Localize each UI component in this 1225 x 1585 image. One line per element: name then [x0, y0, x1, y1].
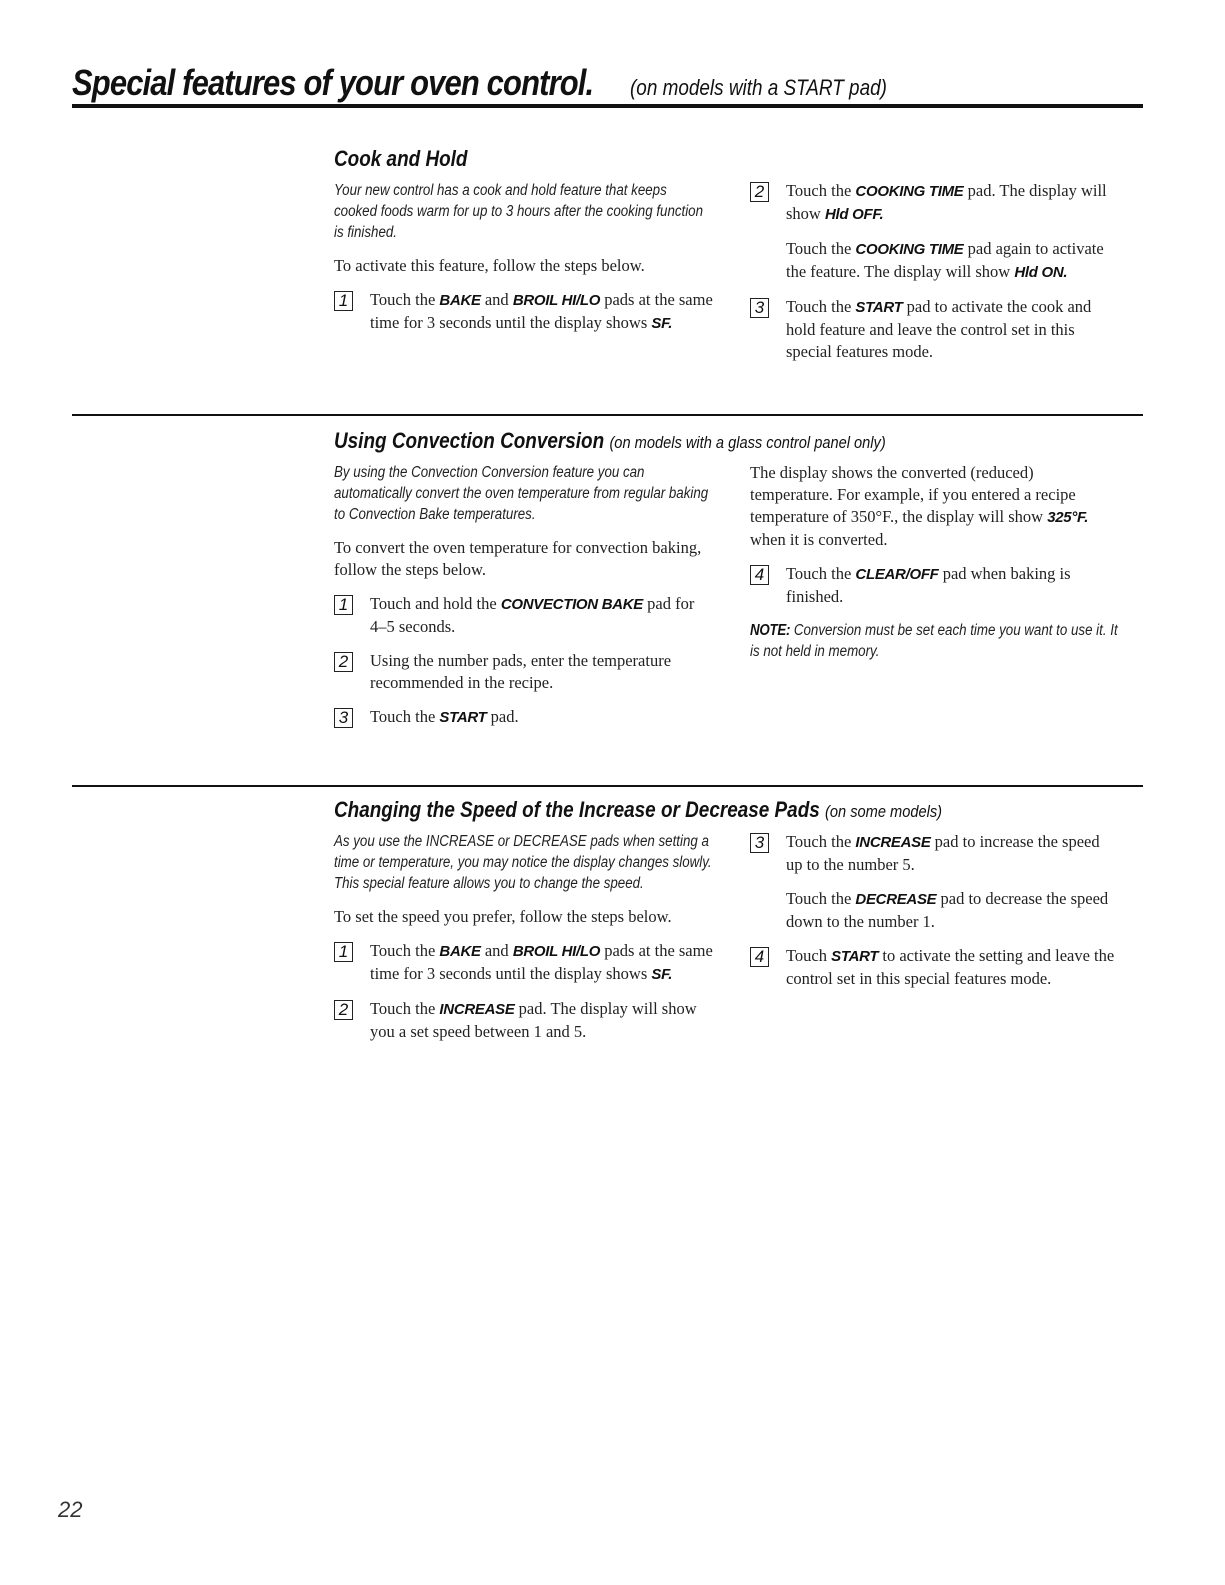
note-text: Conversion must be set each time you want to use it. It is not held in memory.	[750, 622, 1118, 660]
step-text: pads at the same time for 3 seconds until the display shows	[370, 290, 713, 332]
section-divider-2	[72, 785, 1143, 787]
step-text: pad again to activate the feature. The display will show	[786, 239, 1104, 281]
section-divider-1	[72, 414, 1143, 416]
page-title: Special features of your oven control.	[72, 62, 594, 103]
pad-label: CONVECTION BAKE	[500, 596, 644, 613]
speed-left-column	[334, 831, 714, 1055]
step-text: Touch the	[786, 832, 856, 851]
step-text: pad when baking is finished.	[786, 564, 1071, 606]
display-readout: Hld OFF.	[824, 206, 884, 223]
display-readout: Hld ON.	[1014, 264, 1068, 281]
step-text: and	[480, 290, 513, 309]
step-number-3: 3	[334, 708, 353, 728]
step-text: to activate the setting and leave the control set in this special features mode.	[786, 946, 1115, 988]
step-text: Touch the	[786, 239, 856, 258]
pad-label: BROIL HI/LO	[512, 943, 601, 960]
pad-label: CLEAR/OFF	[855, 566, 939, 583]
section-heading-cook-hold	[334, 146, 467, 172]
speed-step-1	[334, 940, 714, 986]
pad-label: START	[439, 709, 487, 726]
convection-heading-qualifier: (on models with a glass control panel only)	[609, 433, 886, 452]
step-text: Touch the	[786, 181, 856, 200]
section-heading-convection	[334, 428, 886, 454]
display-readout: SF.	[651, 315, 673, 332]
pad-label: BAKE	[439, 943, 481, 960]
step-number-3: 3	[750, 298, 769, 318]
speed-step-3-continued	[786, 888, 1115, 933]
header-rule	[72, 104, 1143, 108]
page-header	[72, 62, 1152, 104]
convection-heading-text: Using Convection Conversion	[334, 428, 605, 453]
step-text: pad to activate the cook and hold feature and leave the control set in this special features mode.	[786, 297, 1092, 361]
cook-hold-intro: Your new control has a cook and hold feature that keeps cooked foods warm for up to 3 hours after the cooking function is finished.	[334, 182, 704, 241]
cook-hold-activate-text: To activate this feature, follow the steps below.	[334, 256, 645, 275]
cook-hold-right-column	[750, 180, 1115, 375]
convection-left-column	[334, 462, 714, 741]
step-text: Touch the	[786, 889, 856, 908]
cook-hold-step-3	[750, 296, 1115, 363]
display-readout: SF.	[651, 966, 673, 983]
step-text: pad to decrease the speed down to the number 1.	[786, 889, 1109, 931]
convection-step-2	[334, 650, 714, 694]
step-text: Touch and hold the	[370, 594, 501, 613]
step-number-4: 4	[750, 565, 769, 585]
convection-convert-text: To convert the oven temperature for convection baking, follow the steps below.	[334, 538, 702, 579]
convection-step-1	[334, 593, 714, 638]
speed-step-3	[750, 831, 1115, 876]
page-number: 22	[58, 1497, 83, 1522]
pad-label: INCREASE	[439, 1001, 515, 1018]
cook-hold-step-1	[334, 289, 714, 335]
step-text: when it is converted.	[750, 530, 888, 549]
convection-right-column	[750, 462, 1118, 662]
convection-step-3	[334, 706, 714, 729]
step-number-4: 4	[750, 947, 769, 967]
cook-hold-left-column	[334, 180, 714, 347]
step-text: Touch the	[370, 999, 440, 1018]
speed-heading-qualifier: (on some models)	[825, 802, 943, 821]
pad-label: BROIL HI/LO	[512, 292, 601, 309]
step-number-2: 2	[750, 182, 769, 202]
step-text: pad for 4–5 seconds.	[370, 594, 695, 636]
display-readout: 325°F.	[1047, 509, 1089, 526]
pad-label: COOKING TIME	[855, 241, 964, 258]
speed-right-column	[750, 831, 1115, 1002]
cook-hold-step-2	[750, 180, 1115, 226]
speed-step-4	[750, 945, 1115, 990]
convection-note	[750, 620, 1128, 662]
step-number-1: 1	[334, 942, 353, 962]
step-text: Touch the	[370, 290, 440, 309]
pad-label: INCREASE	[855, 834, 931, 851]
step-text: pad. The display will show	[786, 181, 1107, 223]
step-text: Touch the	[370, 707, 440, 726]
speed-intro: As you use the INCREASE or DECREASE pads when setting a time or temperature, you may notice the display changes slowly. This special feature allows you to change the speed.	[334, 833, 712, 892]
step-text: The display shows the converted (reduced) temperature. For example, if you entered a recipe temperature of 350°F., the display will show	[750, 463, 1076, 526]
pad-label: COOKING TIME	[855, 183, 964, 200]
pad-label: START	[855, 299, 903, 316]
step-number-1: 1	[334, 291, 353, 311]
step-text: Touch the	[786, 564, 856, 583]
speed-step-2	[334, 998, 714, 1043]
speed-set-text: To set the speed you prefer, follow the steps below.	[334, 907, 672, 926]
step-text: Using the number pads, enter the temperature recommended in the recipe.	[370, 651, 672, 692]
step-text: pads at the same time for 3 seconds until the display shows	[370, 941, 713, 983]
section-heading-speed	[334, 797, 942, 823]
pad-label: START	[831, 948, 879, 965]
step-number-2: 2	[334, 1000, 353, 1020]
note-label: NOTE:	[750, 622, 791, 639]
step-text: and	[480, 941, 513, 960]
convection-step-4	[750, 563, 1115, 608]
step-text: pad. The display will show you a set speed between 1 and 5.	[370, 999, 697, 1041]
step-text: pad.	[486, 707, 519, 726]
cook-hold-step-2-continued	[786, 238, 1115, 284]
step-text: Touch the	[370, 941, 440, 960]
page-subtitle: (on models with a START pad)	[630, 75, 888, 100]
step-number-2: 2	[334, 652, 353, 672]
speed-heading-text: Changing the Speed of the Increase or Decrease Pads	[334, 797, 820, 822]
cook-hold-heading-text: Cook and Hold	[334, 146, 468, 171]
step-text: pad to increase the speed up to the number 5.	[786, 832, 1100, 874]
step-text: Touch	[786, 946, 832, 965]
pad-label: BAKE	[439, 292, 481, 309]
step-text: Touch the	[786, 297, 856, 316]
convection-display-text	[750, 462, 1115, 551]
pad-label: DECREASE	[855, 891, 937, 908]
step-number-3: 3	[750, 833, 769, 853]
convection-intro: By using the Convection Conversion feature you can automatically convert the oven temperature from regular baking to Convection Bake temperatures.	[334, 464, 709, 523]
step-number-1: 1	[334, 595, 353, 615]
